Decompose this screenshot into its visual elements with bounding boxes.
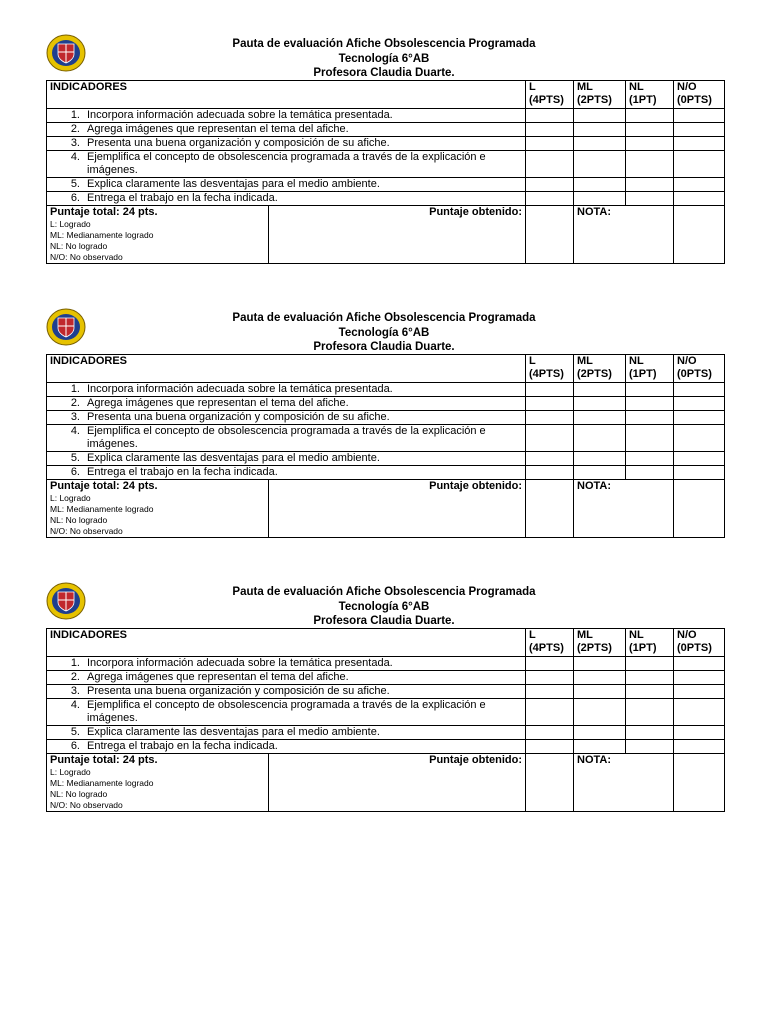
indicators-header: INDICADORES (47, 629, 526, 657)
col-nl-label: NL (629, 629, 644, 641)
col-l-points: (4PTS) (529, 94, 564, 106)
legend-item: ML: Medianamente logrado (50, 504, 154, 514)
score-cell-nl[interactable] (626, 137, 674, 151)
score-cell-ml[interactable] (574, 685, 626, 699)
legend-item: N/O: No observado (50, 800, 123, 810)
indicator-row (47, 740, 725, 754)
evaluation-form-2 (0, 311, 768, 581)
indicator-number: 5. (70, 178, 80, 190)
indicator-cell (47, 740, 526, 754)
score-cell-l[interactable] (526, 123, 574, 137)
score-cell-ml[interactable] (574, 466, 626, 480)
score-cell-nl[interactable] (626, 452, 674, 466)
score-cell-no[interactable] (674, 123, 725, 137)
score-cell-nl[interactable] (626, 671, 674, 685)
indicator-cell (47, 671, 526, 685)
col-l-header (526, 81, 574, 109)
grade-field[interactable] (674, 206, 725, 264)
col-ml-header (574, 81, 626, 109)
score-cell-l[interactable] (526, 383, 574, 397)
teacher-name: Profesora Claudia Duarte. (313, 67, 455, 79)
score-cell-no[interactable] (674, 137, 725, 151)
grade-field[interactable] (674, 754, 725, 812)
obtained-label: Puntaje obtenido: (269, 206, 526, 264)
indicator-row (47, 699, 725, 726)
indicator-cell (47, 178, 526, 192)
indicator-text: Presenta una buena organización y composición de su afiche. (87, 137, 390, 149)
indicator-cell (47, 397, 526, 411)
col-nl-header (626, 81, 674, 109)
score-cell-l[interactable] (526, 726, 574, 740)
score-cell-nl[interactable] (626, 192, 674, 206)
legend-item: NL: No logrado (50, 241, 108, 251)
course-name: Tecnología 6°AB (338, 52, 430, 65)
grade-label: NOTA: (574, 754, 674, 812)
legend-item: N/O: No observado (50, 252, 123, 262)
total-cell (47, 754, 269, 812)
indicator-row (47, 192, 725, 206)
score-cell-nl[interactable] (626, 685, 674, 699)
col-ml-label: ML (577, 629, 593, 641)
indicator-cell (47, 411, 526, 425)
col-l-points: (4PTS) (529, 642, 564, 654)
col-ml-header (574, 355, 626, 383)
score-cell-no[interactable] (674, 726, 725, 740)
footer-row (47, 480, 725, 538)
indicator-text: Explica claramente las desventajas para el medio ambiente. (87, 726, 380, 738)
score-cell-l[interactable] (526, 671, 574, 685)
indicator-text: Incorpora información adecuada sobre la temática presentada. (87, 383, 393, 395)
score-cell-no[interactable] (674, 411, 725, 425)
col-ml-label: ML (577, 355, 593, 367)
indicator-number: 6. (70, 466, 80, 478)
obtained-score-field[interactable] (526, 206, 574, 264)
legend-item: L: Logrado (50, 219, 91, 229)
indicator-cell (47, 109, 526, 123)
header-row (47, 355, 725, 383)
course-name: Tecnología 6°AB (338, 600, 430, 613)
score-cell-ml[interactable] (574, 192, 626, 206)
score-cell-ml[interactable] (574, 383, 626, 397)
indicator-number: 4. (70, 699, 80, 711)
score-cell-nl[interactable] (626, 151, 674, 178)
indicator-row (47, 425, 725, 452)
legend-item: N/O: No observado (50, 526, 123, 536)
score-cell-no[interactable] (674, 466, 725, 480)
indicator-row (47, 109, 725, 123)
score-cell-ml[interactable] (574, 178, 626, 192)
score-cell-l[interactable] (526, 151, 574, 178)
footer-row (47, 206, 725, 264)
score-cell-l[interactable] (526, 699, 574, 726)
indicator-row (47, 123, 725, 137)
obtained-score-field[interactable] (526, 754, 574, 812)
legend-item: L: Logrado (50, 493, 91, 503)
score-cell-l[interactable] (526, 425, 574, 452)
col-nl-label: NL (629, 81, 644, 93)
col-no-header (674, 81, 725, 109)
legend-item: NL: No logrado (50, 515, 108, 525)
score-cell-no[interactable] (674, 192, 725, 206)
score-cell-no[interactable] (674, 671, 725, 685)
indicator-row (47, 685, 725, 699)
score-cell-l[interactable] (526, 397, 574, 411)
indicator-row (47, 726, 725, 740)
col-ml-header (574, 629, 626, 657)
col-l-label: L (529, 629, 536, 641)
indicator-text: Ejemplifica el concepto de obsolescencia programada a través de la explicación e imágenes. (87, 699, 486, 724)
score-cell-l[interactable] (526, 657, 574, 671)
indicator-number: 5. (70, 452, 80, 464)
col-ml-points: (2PTS) (577, 94, 612, 106)
indicator-text: Entrega el trabajo en la fecha indicada. (87, 466, 278, 478)
indicator-row (47, 671, 725, 685)
col-l-label: L (529, 81, 536, 93)
score-cell-ml[interactable] (574, 137, 626, 151)
score-cell-nl[interactable] (626, 383, 674, 397)
score-cell-nl[interactable] (626, 411, 674, 425)
indicator-number: 2. (70, 123, 80, 135)
score-cell-l[interactable] (526, 109, 574, 123)
score-cell-nl[interactable] (626, 109, 674, 123)
indicator-cell (47, 383, 526, 397)
indicators-header: INDICADORES (47, 355, 526, 383)
evaluation-form-3 (0, 585, 768, 855)
score-cell-nl[interactable] (626, 699, 674, 726)
indicator-number: 3. (70, 137, 80, 149)
col-no-header (674, 355, 725, 383)
teacher-name: Profesora Claudia Duarte. (313, 615, 455, 627)
score-cell-ml[interactable] (574, 671, 626, 685)
indicators-header: INDICADORES (47, 81, 526, 109)
col-no-label: N/O (677, 355, 697, 367)
rubric-table (46, 80, 725, 264)
indicator-text: Incorpora información adecuada sobre la temática presentada. (87, 657, 393, 669)
score-cell-ml[interactable] (574, 740, 626, 754)
col-no-label: N/O (677, 629, 697, 641)
score-cell-nl[interactable] (626, 425, 674, 452)
form-title: Pauta de evaluación Afiche Obsolescencia Programada (232, 38, 536, 50)
col-l-label: L (529, 355, 536, 367)
header-row (47, 629, 725, 657)
indicator-row (47, 137, 725, 151)
col-l-header (526, 629, 574, 657)
indicator-cell (47, 192, 526, 206)
score-cell-ml[interactable] (574, 123, 626, 137)
score-cell-ml[interactable] (574, 699, 626, 726)
indicator-number: 2. (70, 671, 80, 683)
col-no-header (674, 629, 725, 657)
col-l-header (526, 355, 574, 383)
rubric-table (46, 628, 725, 812)
score-cell-ml[interactable] (574, 452, 626, 466)
col-no-label: N/O (677, 81, 697, 93)
score-cell-l[interactable] (526, 685, 574, 699)
indicator-cell (47, 466, 526, 480)
score-cell-ml[interactable] (574, 411, 626, 425)
indicator-cell (47, 425, 526, 452)
score-cell-no[interactable] (674, 452, 725, 466)
indicator-row (47, 452, 725, 466)
indicator-number: 1. (70, 383, 80, 395)
footer-row (47, 754, 725, 812)
indicator-number: 5. (70, 726, 80, 738)
score-cell-nl[interactable] (626, 740, 674, 754)
evaluation-form-1 (0, 37, 768, 307)
indicator-row (47, 657, 725, 671)
form-title: Pauta de evaluación Afiche Obsolescencia Programada (232, 312, 536, 324)
indicator-text: Ejemplifica el concepto de obsolescencia programada a través de la explicación e imágenes. (87, 425, 486, 450)
score-cell-no[interactable] (674, 397, 725, 411)
indicator-text: Agrega imágenes que representan el tema del afiche. (87, 123, 349, 135)
score-cell-no[interactable] (674, 383, 725, 397)
obtained-score-field[interactable] (526, 480, 574, 538)
score-cell-nl[interactable] (626, 397, 674, 411)
form-title: Pauta de evaluación Afiche Obsolescencia Programada (232, 586, 536, 598)
indicator-text: Ejemplifica el concepto de obsolescencia programada a través de la explicación e imágenes. (87, 151, 486, 176)
col-nl-header (626, 355, 674, 383)
grade-label: NOTA: (574, 480, 674, 538)
score-cell-ml[interactable] (574, 397, 626, 411)
indicator-number: 1. (70, 109, 80, 121)
obtained-label: Puntaje obtenido: (269, 754, 526, 812)
col-no-points: (0PTS) (677, 642, 712, 654)
indicator-cell (47, 657, 526, 671)
score-cell-ml[interactable] (574, 726, 626, 740)
indicator-text: Entrega el trabajo en la fecha indicada. (87, 740, 278, 752)
total-points: Puntaje total: 24 pts. (50, 206, 158, 218)
indicator-row (47, 411, 725, 425)
indicator-row (47, 397, 725, 411)
score-cell-nl[interactable] (626, 123, 674, 137)
indicator-cell (47, 123, 526, 137)
indicator-cell (47, 151, 526, 178)
score-cell-l[interactable] (526, 466, 574, 480)
course-name: Tecnología 6°AB (338, 326, 430, 339)
indicator-text: Agrega imágenes que representan el tema del afiche. (87, 671, 349, 683)
score-cell-nl[interactable] (626, 466, 674, 480)
score-cell-ml[interactable] (574, 425, 626, 452)
legend-item: L: Logrado (50, 767, 91, 777)
score-cell-nl[interactable] (626, 726, 674, 740)
grade-label: NOTA: (574, 206, 674, 264)
indicator-number: 6. (70, 740, 80, 752)
indicator-number: 6. (70, 192, 80, 204)
header-row (47, 81, 725, 109)
col-l-points: (4PTS) (529, 368, 564, 380)
indicator-number: 1. (70, 657, 80, 669)
indicator-text: Explica claramente las desventajas para el medio ambiente. (87, 452, 380, 464)
score-cell-nl[interactable] (626, 657, 674, 671)
score-cell-l[interactable] (526, 411, 574, 425)
legend-item: ML: Medianamente logrado (50, 778, 154, 788)
rubric-table (46, 354, 725, 538)
score-cell-no[interactable] (674, 699, 725, 726)
indicator-cell (47, 137, 526, 151)
col-no-points: (0PTS) (677, 94, 712, 106)
indicator-text: Presenta una buena organización y composición de su afiche. (87, 411, 390, 423)
indicator-row (47, 466, 725, 480)
score-cell-l[interactable] (526, 192, 574, 206)
score-cell-ml[interactable] (574, 657, 626, 671)
col-nl-label: NL (629, 355, 644, 367)
indicator-cell (47, 699, 526, 726)
indicator-number: 3. (70, 685, 80, 697)
total-points: Puntaje total: 24 pts. (50, 480, 158, 492)
indicator-number: 3. (70, 411, 80, 423)
indicator-row (47, 151, 725, 178)
legend-item: ML: Medianamente logrado (50, 230, 154, 240)
indicator-cell (47, 452, 526, 466)
col-nl-points: (1PT) (629, 94, 657, 106)
indicator-number: 4. (70, 151, 80, 163)
score-cell-no[interactable] (674, 740, 725, 754)
score-cell-no[interactable] (674, 178, 725, 192)
indicator-number: 2. (70, 397, 80, 409)
col-ml-points: (2PTS) (577, 368, 612, 380)
score-cell-no[interactable] (674, 425, 725, 452)
score-cell-ml[interactable] (574, 109, 626, 123)
indicator-cell (47, 685, 526, 699)
score-cell-no[interactable] (674, 109, 725, 123)
score-cell-no[interactable] (674, 685, 725, 699)
col-no-points: (0PTS) (677, 368, 712, 380)
score-cell-l[interactable] (526, 178, 574, 192)
score-cell-l[interactable] (526, 452, 574, 466)
col-nl-header (626, 629, 674, 657)
indicator-text: Presenta una buena organización y composición de su afiche. (87, 685, 390, 697)
score-cell-no[interactable] (674, 657, 725, 671)
col-nl-points: (1PT) (629, 368, 657, 380)
indicator-row (47, 383, 725, 397)
indicator-text: Incorpora información adecuada sobre la temática presentada. (87, 109, 393, 121)
col-ml-label: ML (577, 81, 593, 93)
score-cell-l[interactable] (526, 740, 574, 754)
obtained-label: Puntaje obtenido: (269, 480, 526, 538)
score-cell-ml[interactable] (574, 151, 626, 178)
indicator-text: Agrega imágenes que representan el tema del afiche. (87, 397, 349, 409)
indicator-row (47, 178, 725, 192)
indicator-cell (47, 726, 526, 740)
col-nl-points: (1PT) (629, 642, 657, 654)
score-cell-l[interactable] (526, 137, 574, 151)
score-cell-nl[interactable] (626, 178, 674, 192)
total-cell (47, 480, 269, 538)
indicator-number: 4. (70, 425, 80, 437)
col-ml-points: (2PTS) (577, 642, 612, 654)
indicator-text: Explica claramente las desventajas para el medio ambiente. (87, 178, 380, 190)
score-cell-no[interactable] (674, 151, 725, 178)
legend-item: NL: No logrado (50, 789, 108, 799)
total-points: Puntaje total: 24 pts. (50, 754, 158, 766)
indicator-text: Entrega el trabajo en la fecha indicada. (87, 192, 278, 204)
total-cell (47, 206, 269, 264)
teacher-name: Profesora Claudia Duarte. (313, 341, 455, 353)
grade-field[interactable] (674, 480, 725, 538)
